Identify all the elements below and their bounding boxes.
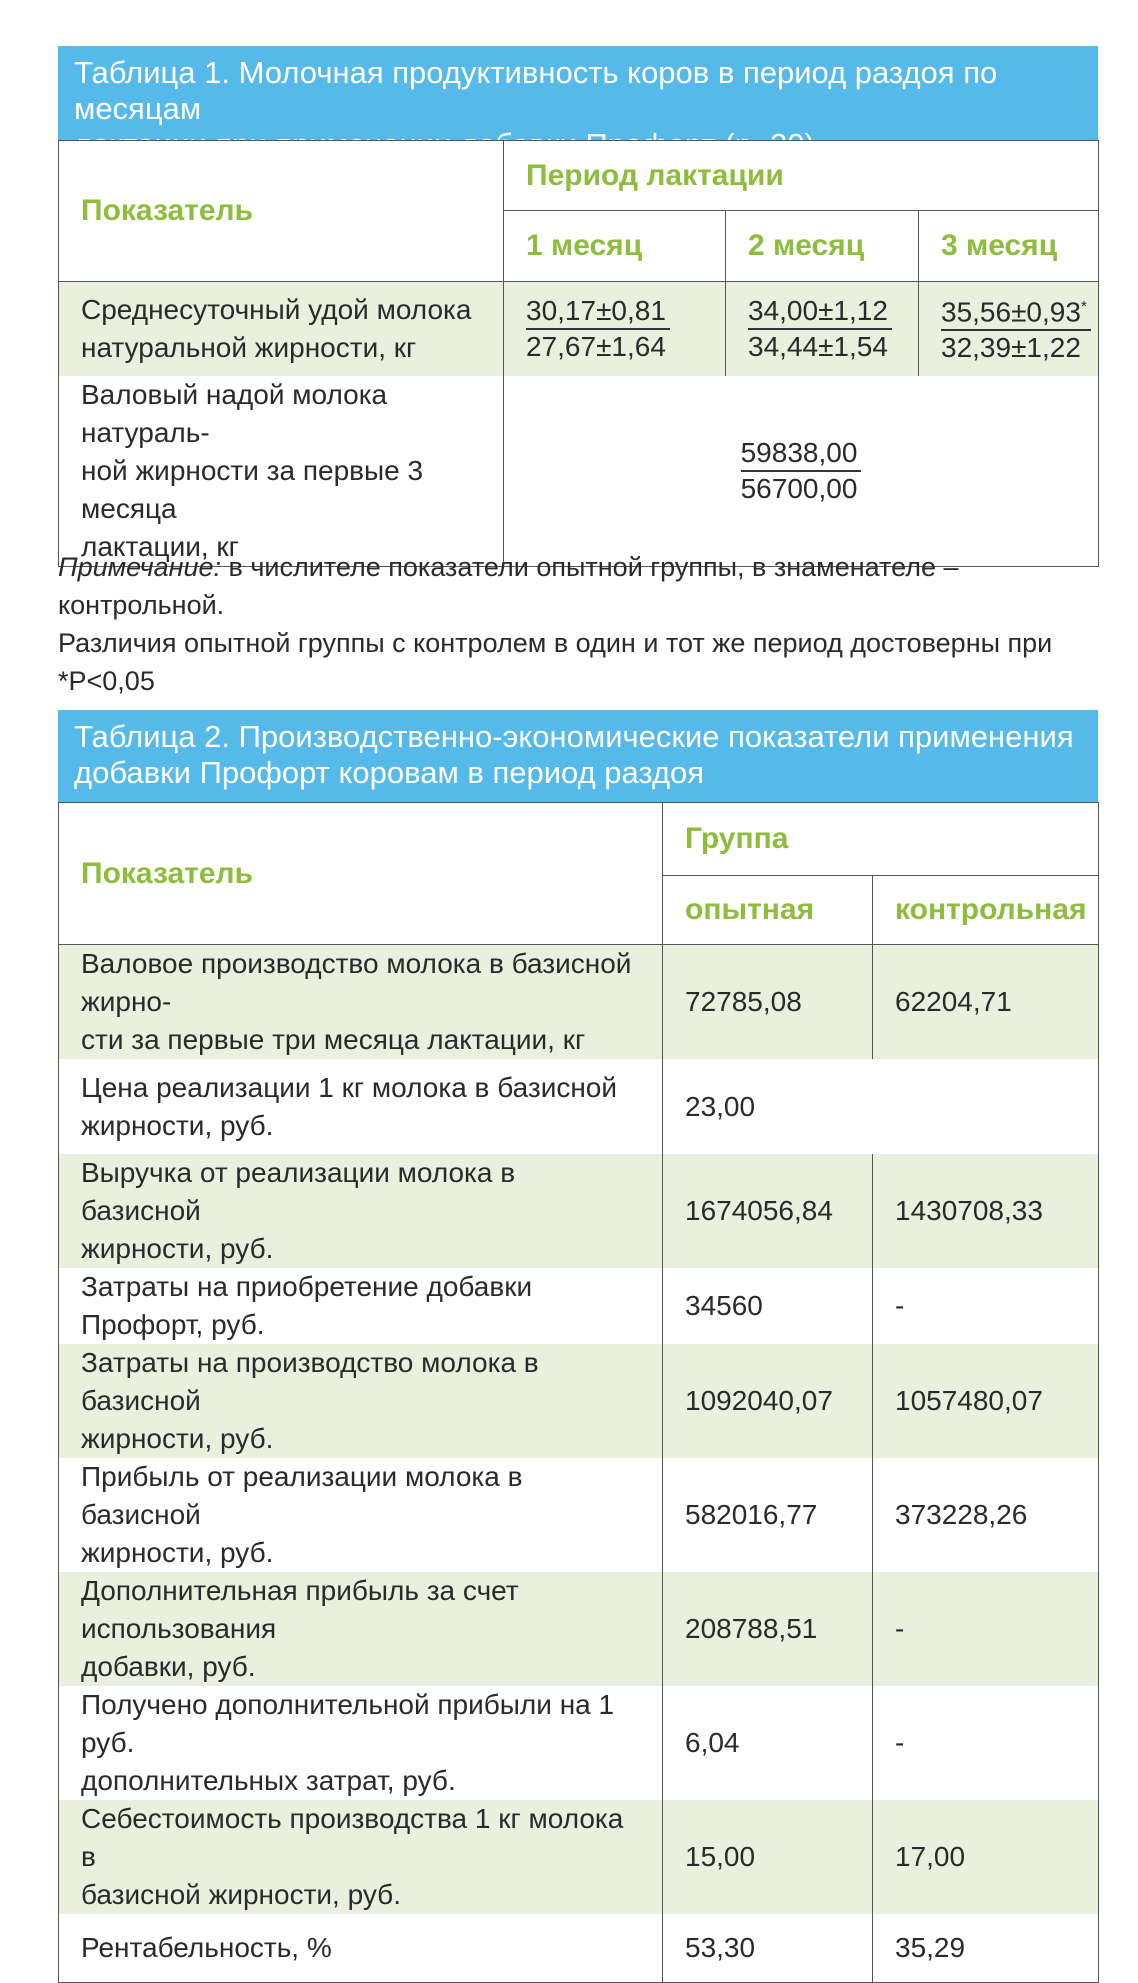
table-row bbox=[59, 1800, 1099, 1914]
note-line2: Различия опытной группы с контролем в один и тот же период достоверны при *P<0,05 bbox=[58, 628, 1053, 696]
row-label-line1: Прибыль от реализации молока в базисной bbox=[81, 1461, 523, 1530]
row-label-line1: Цена реализации 1 кг молока в базисной bbox=[81, 1071, 618, 1103]
row-label-line2: базисной жирности, руб. bbox=[81, 1879, 401, 1910]
table1-row1-m1-numerator: 30,17±0,81 bbox=[526, 294, 670, 330]
row-label-line1: Затраты на приобретение добавки Профорт, руб. bbox=[81, 1271, 533, 1340]
table1-row1-month2-cell bbox=[726, 282, 919, 376]
table-row bbox=[59, 1059, 1099, 1154]
table1-month-3: 3 месяц bbox=[919, 211, 1099, 282]
table-row bbox=[59, 1914, 1099, 1982]
row-value-control: - bbox=[873, 1572, 1099, 1686]
table1-row1-m1-denominator: 27,67±1,64 bbox=[526, 330, 666, 362]
table1-row2-label-line1: Валовый надой молока натураль- bbox=[81, 378, 388, 448]
row-label bbox=[59, 1344, 663, 1458]
table1-caption bbox=[58, 46, 1098, 162]
row-label bbox=[59, 1154, 663, 1268]
row-label-line1: Дополнительная прибыль за счет использования bbox=[81, 1575, 519, 1644]
table1-row1-m3-numerator: 35,56±0,93 bbox=[941, 296, 1081, 328]
row-value-control: - bbox=[895, 1727, 905, 1758]
row-label-line1: Выручка от реализации молока в базисной bbox=[81, 1157, 516, 1226]
table1-row2-denominator: 56700,00 bbox=[740, 472, 858, 504]
row-label-line2: жирности, руб. bbox=[81, 1233, 274, 1264]
row-value-experimental: 53,30 bbox=[663, 1914, 873, 1982]
row-value-experimental: 1092040,07 bbox=[663, 1344, 873, 1458]
table-row bbox=[59, 945, 1099, 1060]
table-row bbox=[59, 1344, 1099, 1458]
row-label bbox=[59, 1914, 663, 1982]
table1-row1-m3-denominator: 32,39±1,22 bbox=[941, 332, 1081, 364]
row-label bbox=[59, 945, 663, 1060]
table1-caption-line1: Таблица 1. Молочная продуктивность коров в период раздоя по месяцам bbox=[74, 55, 998, 126]
row-label-line2: жирности, руб. bbox=[81, 1423, 274, 1454]
table2-caption-line2: добавки Профорт коровам в период раздоя bbox=[74, 755, 705, 790]
row-label-line2: дополнительных затрат, руб. bbox=[81, 1765, 456, 1796]
table2-caption-line1: Таблица 2. Производственно-экономические показатели применения bbox=[74, 719, 1074, 754]
table1-row1-label-line2: натуральной жирности, кг bbox=[81, 331, 417, 363]
row-value-experimental: 15,00 bbox=[663, 1800, 873, 1914]
row-value-experimental: 23,00 bbox=[685, 1090, 756, 1122]
table2-col-control: контрольная bbox=[873, 876, 1099, 945]
row-label-line1: Себестоимость производства 1 кг молока в bbox=[81, 1803, 624, 1872]
row-label bbox=[59, 1800, 663, 1914]
table2-body bbox=[59, 945, 1099, 1983]
row-label bbox=[59, 1059, 663, 1154]
table1-row1-label-line1: Среднесуточный удой молока bbox=[81, 293, 472, 325]
table1-row1-m2-numerator: 34,00±1,12 bbox=[748, 294, 892, 330]
table-row bbox=[59, 1268, 1099, 1344]
row-value-control: 62204,71 bbox=[873, 945, 1099, 1060]
table2-caption bbox=[58, 710, 1098, 802]
row-label-line1: Затраты на производство молока в базисной bbox=[81, 1347, 539, 1416]
row-value-control: 17,00 bbox=[873, 1800, 1099, 1914]
table1-month-2: 2 месяц bbox=[726, 211, 919, 282]
row-label-line2: добавки, руб. bbox=[81, 1651, 256, 1682]
row-value-experimental: 34560 bbox=[663, 1268, 873, 1344]
table1-note bbox=[58, 548, 1118, 700]
note-line1: в числителе показатели опытной группы, в знаменателе – контрольной. bbox=[58, 552, 959, 620]
row-value-control: - bbox=[895, 1290, 905, 1321]
row-label bbox=[59, 1572, 663, 1686]
row-value-control: 1430708,33 bbox=[873, 1154, 1099, 1268]
row-label bbox=[59, 1458, 663, 1572]
table1-row2-numerator: 59838,00 bbox=[741, 436, 862, 472]
table-row bbox=[59, 1686, 1099, 1800]
table1-row2-label bbox=[59, 376, 504, 567]
row-label bbox=[59, 1268, 663, 1344]
table2 bbox=[58, 802, 1099, 1983]
row-value-control: 373228,26 bbox=[895, 1499, 1028, 1530]
row-value-experimental: 6,04 bbox=[663, 1686, 873, 1800]
significance-mark: * bbox=[1080, 298, 1087, 316]
row-label-line1: Рентабельность, % bbox=[81, 1931, 332, 1963]
table1-month-1: 1 месяц bbox=[504, 211, 726, 282]
row-value-control: 1057480,07 bbox=[873, 1344, 1099, 1458]
table-row bbox=[59, 1458, 1099, 1572]
note-label: Примечание: bbox=[58, 552, 221, 582]
row-value-experimental: 1674056,84 bbox=[663, 1154, 873, 1268]
table-row bbox=[59, 1572, 1099, 1686]
row-label-line2: жирности, руб. bbox=[81, 1537, 274, 1568]
row-label-line1: Получено дополнительной прибыли на 1 руб. bbox=[81, 1689, 615, 1758]
table1-row-gross-yield bbox=[59, 376, 1099, 567]
row-value-experimental: 208788,51 bbox=[663, 1572, 873, 1686]
table1-row2-label-line2: ной жирности за первые 3 месяца bbox=[81, 454, 424, 524]
table1-row1-month1-cell bbox=[504, 282, 726, 376]
row-value-experimental: 582016,77 bbox=[663, 1458, 873, 1572]
table1-row1-label bbox=[59, 282, 504, 376]
table1-row2-value-cell bbox=[504, 376, 1099, 567]
table1-header-indicator: Показатель bbox=[59, 141, 504, 282]
table1-row1-month3-cell bbox=[919, 282, 1099, 376]
table1-header-period: Период лактации bbox=[504, 141, 1099, 211]
table1-row2-label-line3: лактации, кг bbox=[81, 530, 239, 562]
table1-row1-m2-denominator: 34,44±1,54 bbox=[748, 330, 888, 362]
row-label-line1: Валовое производство молока в базисной жирно- bbox=[81, 948, 632, 1017]
table2-header-group: Группа bbox=[663, 803, 1099, 876]
table1-row-daily-yield bbox=[59, 282, 1099, 376]
row-label-line2: сти за первые три месяца лактации, кг bbox=[81, 1024, 586, 1055]
table1 bbox=[58, 140, 1099, 567]
table-row bbox=[59, 1154, 1099, 1268]
row-label bbox=[59, 1686, 663, 1800]
row-label-line2: жирности, руб. bbox=[81, 1109, 274, 1141]
table2-header-indicator: Показатель bbox=[59, 803, 663, 945]
row-value-experimental: 72785,08 bbox=[663, 945, 873, 1060]
table2-col-experimental: опытная bbox=[663, 876, 873, 945]
table1-caption-line2: лактации при применении добавки Профорт (n=20) bbox=[74, 127, 815, 162]
row-value-control: 35,29 bbox=[895, 1931, 966, 1963]
